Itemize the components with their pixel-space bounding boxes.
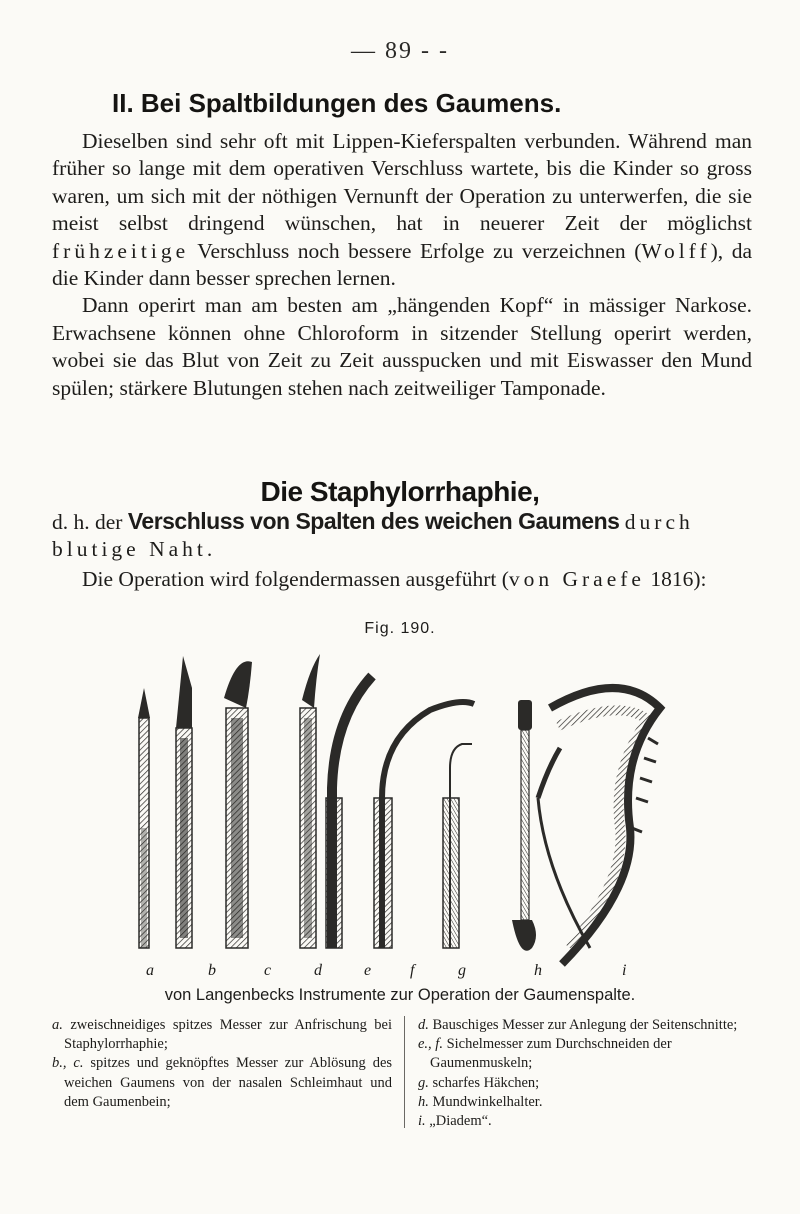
figure-letter-f: f: [410, 962, 415, 979]
figure-letter-c: c: [264, 962, 272, 979]
figure-letter-i: i: [622, 962, 627, 979]
operation-author: von Graefe: [508, 567, 645, 591]
author-wolff: Wolff: [641, 238, 711, 263]
legend-item-ef: [418, 1035, 758, 1073]
figure-letter-b: b: [208, 962, 216, 979]
paragraph-1-end: ), da die Kinder dann besser sprechen lernen.: [52, 238, 753, 291]
paragraph-1: [52, 128, 752, 292]
instrument-i-diadem: [538, 688, 660, 964]
legend-text: scharfes Häkchen;: [432, 1074, 540, 1091]
figure-letter-h: h: [534, 962, 542, 979]
instrument-c-knife: [224, 661, 252, 948]
subheading-staphylorrhaphie: Die Staphylorrhaphie,: [260, 476, 540, 507]
definition-line: [52, 508, 752, 564]
figure-letter-a: a: [146, 962, 154, 979]
legend-text: Sichelmesser zum Durchschneiden der Gaumenmuskeln;: [430, 1036, 672, 1072]
figure-letters: [0, 962, 800, 984]
legend-item-g: [418, 1074, 758, 1093]
legend-key: h.: [418, 1093, 429, 1110]
instrument-b-knife: [176, 656, 192, 948]
instrument-g-hook: [443, 744, 472, 948]
legend-text: Bauschiges Messer zur Anlegung der Seitenschnitte;: [432, 1017, 738, 1033]
figure-letter-g: g: [458, 962, 466, 979]
legend-text: Mundwinkelhalter.: [432, 1093, 543, 1110]
legend-item-h: [418, 1093, 758, 1112]
instrument-a-knife: [138, 688, 150, 948]
operation-year: 1816):: [650, 567, 707, 591]
instrument-e-sickle: [326, 676, 372, 948]
figure-letter-d: d: [314, 962, 322, 979]
figure-caption: von Langenbecks Instrumente zur Operation der Gaumenspalte.: [164, 986, 636, 1004]
legend-key: b., c.: [52, 1055, 84, 1072]
legend-item-bc: [52, 1054, 392, 1112]
legend-key: g.: [418, 1074, 429, 1091]
operation-paragraph: [52, 565, 752, 593]
legend-key: i.: [418, 1113, 426, 1130]
definition-prefix: d. h. der: [52, 510, 128, 534]
paragraph-1-text: Dieselben sind sehr oft mit Lippen-Kieferspalten verbunden. Während man früher so lange mit dem operativen Verschluss wartete, bis die Kinder so gross waren, um sich mit der nöthigen Vernunft der Operation zu unterwerfen, die sie meist selbst dringend wünschen, hat in neuerer Zeit der möglichst: [52, 129, 752, 236]
operation-text: Die Operation wird folgendermassen ausgeführt (: [82, 567, 509, 591]
legend-divider: [404, 1016, 405, 1128]
main-paragraph: [52, 128, 752, 402]
paragraph-1-cont: Verschluss noch bessere Erfolge zu verzeichnen (: [197, 238, 642, 263]
paragraph-2: Dann operirt man am besten am „hängenden Kopf“ in mässiger Narkose. Erwachsene können ohne Chloroform in sitzender Stellung operirt werden, wobei sie das Blut von Zeit zu Zeit ausspucken und mit Eiswasser den Mund spülen; stärkere Blutungen stehen nach zeitweiliger Tamponade.: [52, 293, 752, 400]
emphasis-fruehzeitige: frühzeitige: [52, 238, 190, 263]
legend-text: „Diadem“.: [429, 1113, 492, 1130]
legend-item-d: [418, 1016, 758, 1035]
figure-label: Fig. 190.: [364, 620, 436, 637]
page-number: — 89 - -: [351, 38, 449, 64]
legend-item-a: [52, 1016, 392, 1054]
legend-text: zweischneidiges spitzes Messer zur Anfrischung bei Staphylorrhaphie;: [64, 1017, 393, 1053]
legend-key: e., f.: [418, 1036, 443, 1053]
legend-key: a.: [52, 1017, 63, 1033]
legend-text: spitzes und geknöpftes Messer zur Ablösung des weichen Gaumens von der nasalen Schleimhaut und dem Gaumenbein;: [64, 1055, 393, 1110]
instrument-d-knife: [300, 654, 320, 948]
legend-key: d.: [418, 1017, 429, 1033]
instruments-figure: [100, 648, 740, 978]
definition-spaced: durch blutige Naht.: [52, 510, 694, 562]
legend-right-column: [418, 1016, 758, 1131]
figure-letter-e: e: [364, 962, 372, 979]
legend-item-i: [418, 1112, 758, 1131]
definition-bold: Verschluss von Spalten des weichen Gaumens: [127, 508, 620, 534]
legend-left-column: [52, 1016, 392, 1112]
instrument-h-retractor: [512, 700, 536, 951]
section-heading: II. Bei Spaltbildungen des Gaumens.: [112, 88, 562, 118]
